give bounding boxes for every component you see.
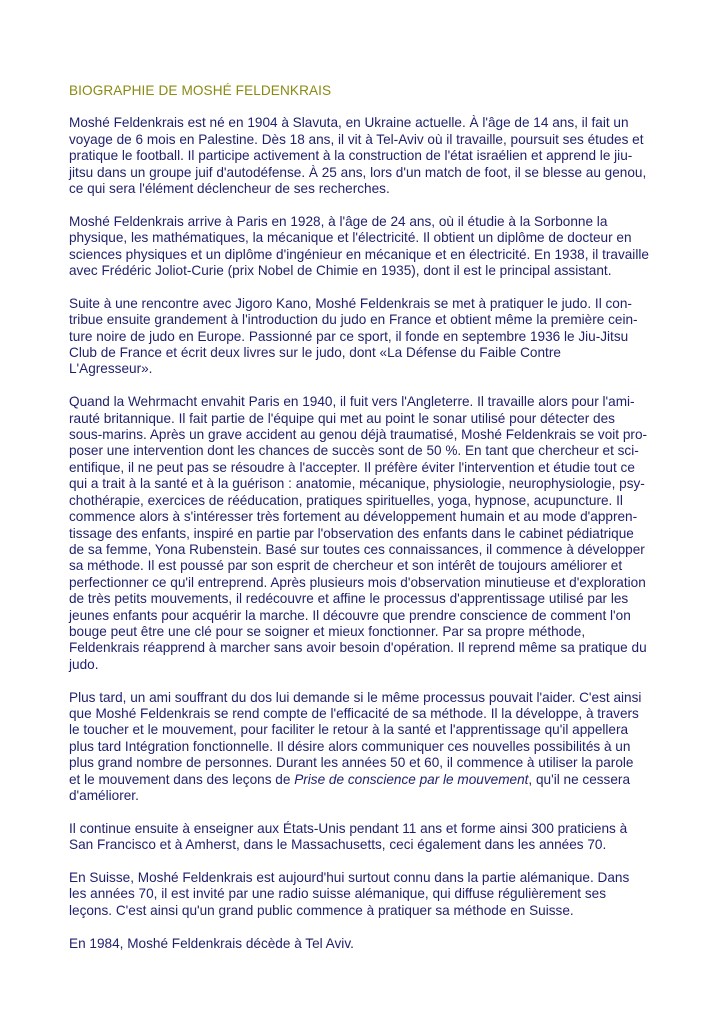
method-name-italic: Prise de conscience par le mouvement (294, 771, 529, 787)
paragraph-judo: Suite à une rencontre avec Jigoro Kano, Moshé Feldenkrais se met à pratiquer le judo. Il con- tribue ensuite grandement à l'introduction du judo en France et obtient même la première cein- ture noire de judo en Europe. Passionné par ce sport, il fonde en septembre 1936 le Jiu-Jitsu Club de France et écrit deux livres sur le judo, dont «La Défense du Faible Contre L'Agresseur». (69, 295, 638, 377)
paragraph-death: En 1984, Moshé Feldenkrais décède à Tel Aviv. (69, 935, 354, 951)
paragraph-teaching-text-end: , qu'il ne cessera d'améliorer. (69, 771, 631, 803)
document-title: BIOGRAPHIE DE MOSHÉ FELDENKRAIS (69, 83, 332, 98)
paragraph-switzerland: En Suisse, Moshé Feldenkrais est aujourd'hui surtout connu dans la partie alémanique. Dans les années 70, il est invité par une radio suisse alémanique, qui diffuse régulièrement ses leçons. C'est ainsi qu'un grand public commence à pratiquer sa méthode en Suisse. (69, 870, 630, 918)
paragraph-method: Quand la Wehrmacht envahit Paris en 1940, il fuit vers l'Angleterre. Il travaille alors pour l'ami- rauté britannique. Il fait partie de l'équipe qui met au point le sonar utilisé pour détecter des sous-marins. Après un grave accident au genou déjà traumatisé, Moshé Feldenkrais se voit pro- poser une intervention dont les chances de succès sont de 50 %. En tant que chercheur et sci- entifique, il ne peut pas se résoudre à l'accepter. Il préfère éviter l'intervention et étudie tout ce qui a trait à la santé et à la guérison : anatomie, mécanique, physiologie, neurophysiologie, psy- chothérapie, exercices de rééducation, pratiques spirituelles, yoga, hypnose, acupuncture. Il commence alors à s'intéresser très fortement au développement humain et au mode d'appren- tissage des enfants, inspiré en partie par l'observation des enfants dans le cabinet pédiatrique de sa femme, Yona Rubenstein. Basé sur toutes ces connaissances, il commence à développer sa méthode. Il est poussé par son esprit de chercheur et son intérêt de toujours améliorer et perfectionner ce qu'il entreprend. Après plusieurs mois d'observation minutieuse et d'exploration de très petits mouvements, il redécouvre et affine le processus d'apprentissage utilisé par les jeunes enfants pour acquérir la marche. Il découvre que prendre conscience de comment l'on bouge peut être une clé pour se soigner et mieux fonctionner. Par sa propre méthode, Feldenkrais réapprend à marcher sans avoir besoin d'opération. Il reprend même sa pratique du judo. (69, 394, 648, 672)
paragraph-paris: Moshé Feldenkrais arrive à Paris en 1928, à l'âge de 24 ans, où il étudie à la Sorbonne la physique, les mathématiques, la mécanique et l'électricité. Il obtient un diplôme de docteur en sciences physiques et un diplôme d'ingénieur en mécanique et en électricité. En 1938, il travaille avec Frédéric Joliot-Curie (prix Nobel de Chimie en 1935), dont il est le principal assistant. (69, 213, 649, 279)
paragraph-teaching-text: Plus tard, un ami souffrant du dos lui demande si le même processus pouvait l'aider. C'est ainsi que Moshé Feldenkrais se rend compte de l'efficacité de sa méthode. Il la développe, à travers le toucher et le mouvement, pour faciliter le retour à la santé et l'apprentissage qu'il appellera plus tard Intégration fonctionnelle. Il désire alors communiquer ces nouvelles possibilités à un plus grand nombre de personnes. Durant les années 50 et 60, il commence à utiliser la parole et le mouvement dans des leçons de (69, 689, 642, 787)
paragraph-early-life: Moshé Feldenkrais est né en 1904 à Slavuta, en Ukraine actuelle. À l'âge de 14 ans, il fait un voyage de 6 mois en Palestine. Dès 18 ans, il vit à Tel-Aviv où il travaille, poursuit ses études et pratique le football. Il participe activement à la construction de l'état israélien et apprend le jiu- jitsu dans un groupe juif d'autodéfense. À 25 ans, lors d'un match de foot, il se blesse au genou, ce qui sera l'élément déclencheur de ses recherches. (69, 115, 647, 197)
paragraph-teaching (69, 690, 649, 805)
document-page (69, 83, 649, 968)
paragraph-usa: Il continue ensuite à enseigner aux États-Unis pendant 11 ans et forme ainsi 300 praticiens à San Francisco et à Amherst, dans le Massachusetts, ceci également dans les années 70. (69, 820, 628, 853)
